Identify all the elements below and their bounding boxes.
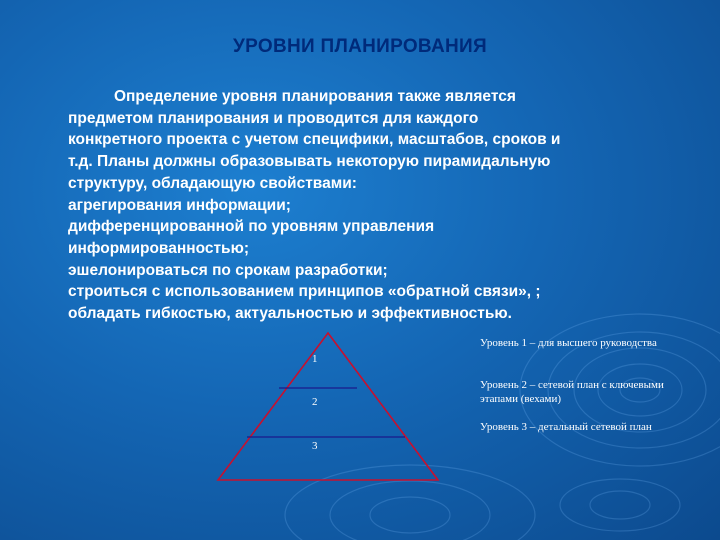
paragraph-line: т.д. Планы должны образовывать некоторую пирамидальную (68, 153, 551, 171)
paragraph-line: структуру, обладающую свойствами: (68, 174, 357, 192)
paragraph-line: информированностью; (68, 239, 249, 257)
pyramid-outline (218, 333, 438, 480)
paragraph-line: эшелонироваться по срокам разработки; (68, 261, 388, 279)
legend-level-3: Уровень 3 – детальный сетевой план (480, 421, 652, 433)
pyramid-level-1-label: 1 (312, 353, 318, 365)
paragraph-line: агрегирования информации; (68, 196, 291, 214)
legend-level-2: Уровень 2 – сетевой план с ключевыми этапами (вехами) (480, 379, 664, 405)
paragraph-line: Определение уровня планирования также является (114, 88, 516, 105)
paragraph-line: конкретного проекта с учетом специфики, масштабов, сроков и (68, 131, 561, 149)
slide-title: УРОВНИ ПЛАНИРОВАНИЯ (233, 36, 487, 57)
paragraph-line: дифференцированной по уровням управления (68, 218, 435, 236)
legend-level-1: Уровень 1 – для высшего руководства (480, 337, 657, 349)
paragraph-line: обладать гибкостью, актуальностью и эффективностью. (68, 305, 512, 323)
pyramid-level-2-label: 2 (312, 396, 318, 408)
paragraph-line: предметом планирования и проводится для каждого (68, 109, 479, 127)
paragraph-line: строиться с использованием принципов «обратной связи», ; (68, 283, 541, 301)
pyramid-level-3-label: 3 (312, 440, 318, 452)
